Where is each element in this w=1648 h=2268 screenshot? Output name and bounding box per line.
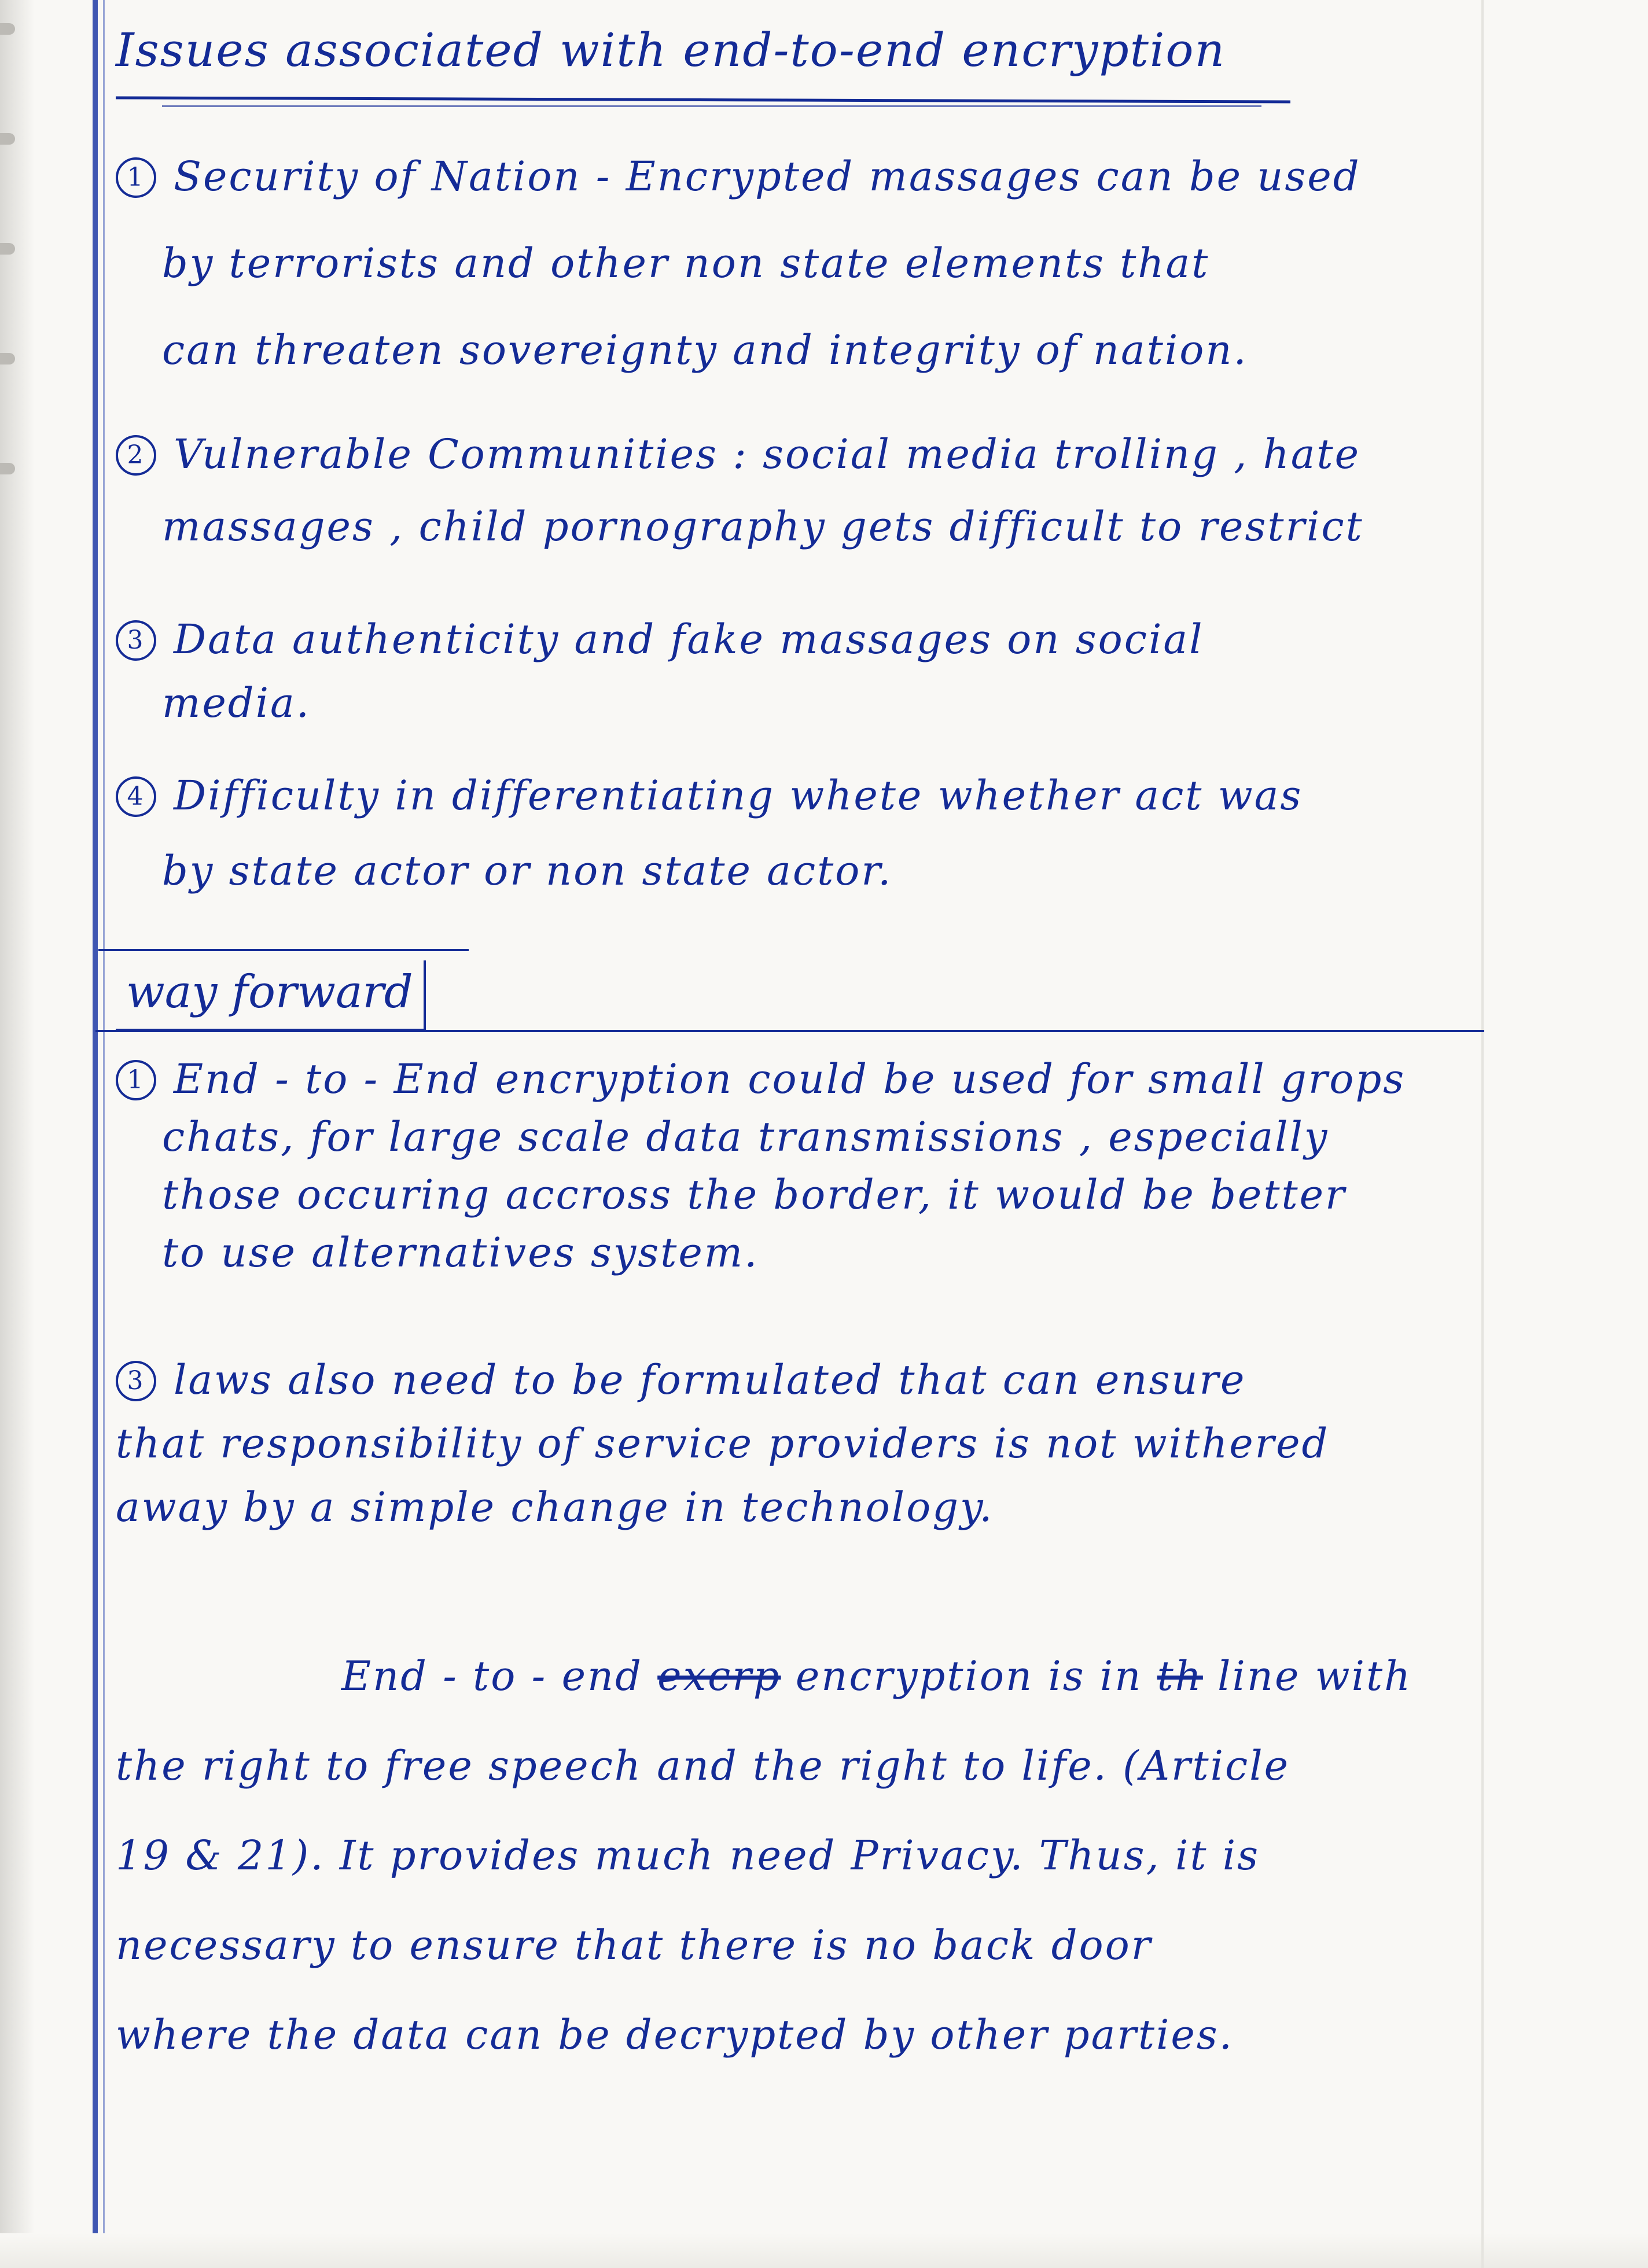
way-forward-number: 3 [116, 1361, 156, 1401]
spiral-hole [0, 243, 15, 255]
issue-line: by terrorists and other non state elements that [162, 240, 1210, 287]
spiral-hole [0, 133, 15, 145]
conclusion-line: where the data can be decrypted by other parties. [116, 2011, 1234, 2059]
issue-line: massages , child pornography gets difficult to restrict [162, 503, 1364, 550]
margin-line-secondary [103, 0, 105, 2233]
margin-line [93, 0, 98, 2233]
heading-underline [95, 1030, 1484, 1032]
issue-line [116, 133, 1481, 220]
spiral-hole [0, 23, 15, 35]
issue-number: 3 [116, 620, 156, 661]
heading-box-top [98, 949, 469, 951]
way-forward-line: those occuring accross the border, it would be better [162, 1171, 1347, 1218]
issue-line: media. [162, 679, 311, 727]
way-forward-line: that responsibility of service providers is not withered [116, 1420, 1330, 1467]
issue-number: 1 [116, 157, 156, 198]
spiral-hole [0, 463, 15, 474]
conclusion-line: the right to free speech and the right to life. (Article [116, 1742, 1290, 1790]
way-forward-line: chats, for large scale data transmissions , especially [162, 1113, 1329, 1161]
issue-text: Data authenticity and fake massages on social [174, 616, 1204, 663]
struck-word: excrp [657, 1652, 781, 1700]
issue-line: can threaten sovereignty and integrity of nation. [162, 326, 1248, 374]
issue-text: Security of Nation - Encrypted massages can be used [174, 153, 1361, 200]
issue-item-2 [116, 411, 1481, 570]
way-forward-text: laws also need to be formulated that can ensure [174, 1356, 1246, 1404]
conclusion-line: 19 & 21). It provides much need Privacy. Thus, it is [116, 1832, 1260, 1879]
way-forward-item-2 [116, 1337, 1481, 1551]
conclusion-text: End - to - end [341, 1652, 643, 1700]
issue-line [116, 752, 1481, 839]
page-bottom-shadow [0, 2233, 1648, 2268]
issue-line: by state actor or non state actor. [162, 847, 893, 894]
issue-number: 2 [116, 435, 156, 476]
way-forward-line: away by a simple change in technology. [116, 1483, 994, 1531]
conclusion-paragraph [116, 1632, 1481, 2080]
issue-item-4 [116, 752, 1481, 914]
conclusion-text: encryption is in [795, 1652, 1143, 1700]
title-underline-second [162, 105, 1261, 107]
issue-text: Difficulty in differentiating whete whether act was [174, 772, 1303, 819]
conclusion-line [116, 1632, 1481, 1721]
way-forward-item-1 [116, 1036, 1481, 1296]
spiral-hole [0, 353, 15, 365]
way-forward-line: to use alternatives system. [162, 1229, 759, 1276]
issue-text: Vulnerable Communities : social media trolling , hate [174, 430, 1361, 478]
page-left-shadow [0, 0, 35, 2268]
issue-number: 4 [116, 776, 156, 817]
title-underline [116, 96, 1290, 103]
way-forward-heading: way forward [116, 960, 426, 1031]
page-title: Issues associated with end-to-end encryption [116, 23, 1226, 77]
right-page-rule [1481, 0, 1484, 2268]
conclusion-line: necessary to ensure that there is no back door [116, 1921, 1153, 1969]
struck-word: th [1157, 1652, 1203, 1700]
issue-item-3 [116, 596, 1481, 746]
way-forward-number: 1 [116, 1060, 156, 1100]
way-forward-text: End - to - End encryption could be used for small grops [174, 1055, 1406, 1103]
issue-item-1 [116, 133, 1481, 393]
conclusion-text: line with [1217, 1652, 1412, 1700]
